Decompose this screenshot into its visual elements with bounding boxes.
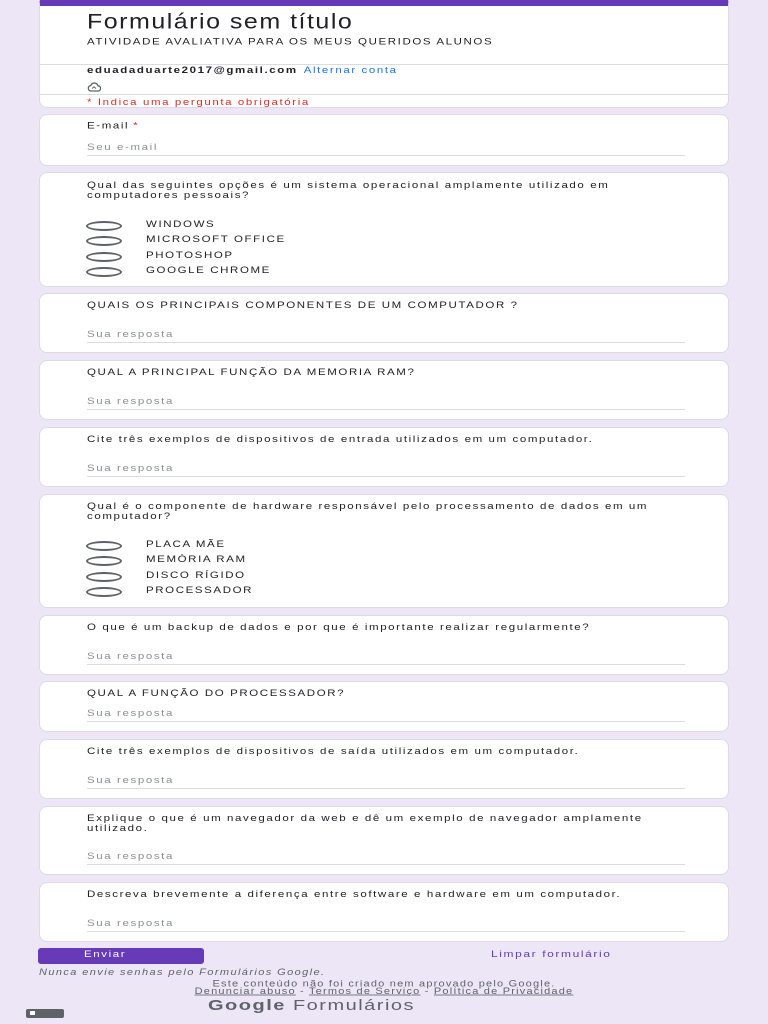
header-divider bbox=[40, 64, 728, 65]
account-row bbox=[87, 66, 398, 78]
answer-underline bbox=[87, 788, 685, 789]
radio-button[interactable] bbox=[86, 236, 122, 246]
radio-option[interactable]: MICROSOFT OFFICE bbox=[86, 235, 122, 247]
question-title: E-mail * bbox=[87, 121, 140, 131]
question-title: Descreva brevemente a diferença entre software e hardware em um computador. bbox=[87, 890, 622, 900]
answer-underline bbox=[87, 409, 685, 410]
google-forms-logo: Google Formulários bbox=[208, 997, 416, 1014]
required-star: * bbox=[133, 121, 140, 131]
radio-option[interactable]: PLACA MÃE bbox=[86, 540, 122, 552]
answer-input[interactable]: Sua resposta bbox=[87, 919, 174, 929]
answer-underline bbox=[87, 664, 685, 665]
header-divider-2 bbox=[40, 94, 728, 95]
submit-button[interactable]: Enviar bbox=[38, 948, 204, 964]
question-title: QUAL A PRINCIPAL FUNÇÃO DA MEMORIA RAM? bbox=[87, 368, 416, 378]
radio-option[interactable]: DISCO RÍGIDO bbox=[86, 571, 122, 583]
question-card bbox=[39, 427, 729, 487]
answer-input[interactable]: Sua resposta bbox=[87, 652, 174, 662]
question-card bbox=[39, 882, 729, 942]
clear-form-link[interactable]: Limpar formulário bbox=[491, 948, 612, 960]
feedback-icon[interactable] bbox=[26, 1009, 64, 1018]
answer-input[interactable]: Sua resposta bbox=[87, 330, 174, 340]
question-card bbox=[39, 172, 729, 287]
question-card bbox=[39, 615, 729, 675]
answer-underline bbox=[87, 155, 685, 156]
question-card bbox=[39, 681, 729, 732]
question-card bbox=[39, 806, 729, 875]
radio-button[interactable] bbox=[86, 252, 122, 262]
answer-underline bbox=[87, 931, 685, 932]
radio-option[interactable]: PROCESSADOR bbox=[86, 586, 122, 598]
required-note: * Indica uma pergunta obrigatória bbox=[87, 98, 310, 108]
radio-button[interactable] bbox=[86, 267, 122, 277]
question-title: Qual é o componente de hardware responsável pelo processamento de dados em um computador? bbox=[87, 502, 649, 522]
question-title: O que é um backup de dados e por que é importante realizar regularmente? bbox=[87, 623, 591, 633]
radio-button[interactable] bbox=[86, 556, 122, 566]
answer-underline bbox=[87, 342, 685, 343]
radio-button[interactable] bbox=[86, 572, 122, 582]
account-email: eduadaduarte2017@gmail.com bbox=[87, 66, 298, 76]
password-warning: Nunca envie senhas pelo Formulários Google. bbox=[39, 968, 326, 978]
question-title: Qual das seguintes opções é um sistema operacional amplamente utilizado em computadores pessoais? bbox=[87, 181, 610, 201]
question-card bbox=[39, 494, 729, 608]
question-title: Explique o que é um navegador da web e dê um exemplo de navegador amplamente utilizado. bbox=[87, 814, 643, 834]
report-abuse-link[interactable]: Denunciar abuso bbox=[194, 986, 296, 997]
privacy-link[interactable]: Política de Privacidade bbox=[433, 986, 574, 997]
answer-underline bbox=[87, 721, 685, 722]
radio-option[interactable]: MEMÓRIA RAM bbox=[86, 555, 122, 567]
question-title: QUAIS OS PRINCIPAIS COMPONENTES DE UM COMPUTADOR ? bbox=[87, 301, 519, 311]
radio-option[interactable]: GOOGLE CHROME bbox=[86, 266, 122, 278]
answer-underline bbox=[87, 476, 685, 477]
terms-link[interactable]: Termos de Serviço bbox=[308, 986, 421, 997]
question-card bbox=[39, 360, 729, 420]
question-card bbox=[39, 293, 729, 353]
question-email-card bbox=[39, 114, 729, 166]
switch-account-link[interactable]: Alternar conta bbox=[303, 66, 398, 76]
radio-button[interactable] bbox=[86, 221, 122, 231]
radio-button[interactable] bbox=[86, 541, 122, 551]
question-title: Cite três exemplos de dispositivos de saída utilizados em um computador. bbox=[87, 747, 580, 757]
footer-disclaimer: Este conteúdo não foi criado nem aprovado pelo Google. Denunciar abuso - Termos de Serviço - Política de Privacidade bbox=[194, 979, 574, 997]
radio-option[interactable]: WINDOWS bbox=[86, 220, 122, 232]
question-card bbox=[39, 739, 729, 799]
question-title: QUAL A FUNÇÃO DO PROCESSADOR? bbox=[87, 689, 346, 699]
question-title: Cite três exemplos de dispositivos de entrada utilizados em um computador. bbox=[87, 435, 594, 445]
form-header-card bbox=[39, 0, 729, 108]
form-description: ATIVIDADE AVALIATIVA PARA OS MEUS QUERIDOS ALUNOS bbox=[87, 37, 494, 47]
answer-input[interactable]: Sua resposta bbox=[87, 709, 174, 719]
radio-option[interactable]: PHOTOSHOP bbox=[86, 251, 122, 263]
answer-input[interactable]: Sua resposta bbox=[87, 776, 174, 786]
answer-input[interactable]: Sua resposta bbox=[87, 397, 174, 407]
answer-input[interactable]: Sua resposta bbox=[87, 464, 174, 474]
answer-input[interactable]: Sua resposta bbox=[87, 852, 174, 862]
email-input[interactable]: Seu e-mail bbox=[87, 143, 158, 153]
form-title: Formulário sem título bbox=[87, 10, 354, 34]
answer-underline bbox=[87, 864, 685, 865]
radio-button[interactable] bbox=[86, 587, 122, 597]
